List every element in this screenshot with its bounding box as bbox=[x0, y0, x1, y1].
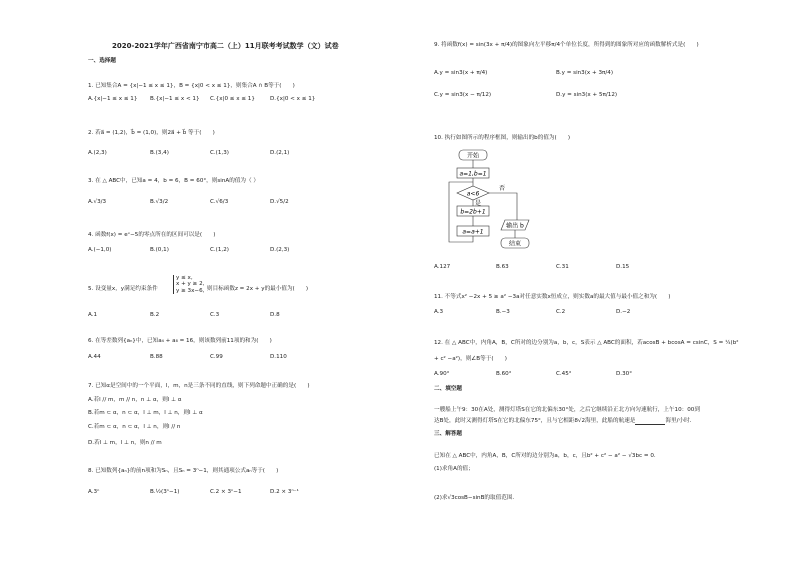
q10-option-a: A.127 bbox=[434, 264, 451, 270]
flow-yes-label: 是 bbox=[475, 200, 482, 207]
q5-option-d: D.8 bbox=[270, 312, 280, 318]
q1-stem: 1. 已知集合A = {x|−1 ≤ x ≤ 1}，B = {x|0 < x ≤ 1}，则集合A ∩ B等于( ) bbox=[88, 83, 295, 89]
q1-option-d: D.{x|0 < x ≤ 1} bbox=[270, 96, 316, 102]
q3-stem: 3. 在 △ ABC中，已知a = 4，b = 6，B = 60°，则sinA的值为（ ） bbox=[88, 178, 259, 184]
q11-stem: 11. 不等式x² −2x + 5 ≥ a² −3a对任意实数x恒成立，则实数a的最大值与最小值之和为( ) bbox=[434, 294, 671, 300]
fill-question-line2 bbox=[434, 418, 695, 425]
q2-option-b: B.(3,4) bbox=[150, 150, 169, 156]
flow-output-label: 输出 b bbox=[506, 222, 524, 230]
flow-init-label: a=1,b=1 bbox=[459, 170, 487, 178]
flow-start-label: 开始 bbox=[466, 152, 480, 160]
q2-option-c: C.(1,3) bbox=[210, 150, 229, 156]
answer-part1: (1)求角A的值； bbox=[434, 466, 474, 472]
q7-option-b: B.若m ⊂ α，n ⊂ α，l ⊥ m，l ⊥ n，则l ⊥ α bbox=[88, 410, 203, 416]
q12-option-d: D.30° bbox=[616, 371, 633, 377]
q12-option-c: C.45° bbox=[556, 371, 572, 377]
q5-stem: 5. 设变量x，y满足约束条件 bbox=[88, 286, 158, 292]
q3-option-c: C.√6/3 bbox=[210, 199, 229, 205]
q6-option-a: A.44 bbox=[88, 354, 101, 360]
answer-part2: (2)求√3cosB−sinB的取值范围． bbox=[434, 495, 518, 501]
q6-stem: 6. 在等差数列{aₙ}中，已知a₄ + a₈ = 16，则该数列前11项的和为( ) bbox=[88, 338, 272, 344]
q11-option-d: D.−2 bbox=[616, 309, 631, 315]
q2-option-d: D.(2,1) bbox=[270, 150, 290, 156]
flow-end-label: 结束 bbox=[508, 240, 522, 248]
q9-option-a: A.y = sin3(x + π/4) bbox=[434, 70, 488, 76]
q8-stem: 8. 已知数列{aₙ}的前n项和为Sₙ，且Sₙ = 3ⁿ−1，则其通项公式aₙ等于( ) bbox=[88, 468, 279, 474]
q12-stem-line2: + c² −a²)，则∠B等于( ) bbox=[434, 356, 507, 362]
q5-constraint-1: y ≤ x, bbox=[176, 275, 193, 281]
section-choice-heading: 一、选择题 bbox=[88, 58, 116, 64]
fill-question-line2-text: 达B处，此时又测得灯塔S在它的北偏东75°，且与它相距8√2海里，此船的航速是 bbox=[434, 418, 636, 424]
q6-option-b: B.88 bbox=[150, 354, 163, 360]
q11-option-c: C.2 bbox=[556, 309, 566, 315]
q12-option-b: B.60° bbox=[496, 371, 512, 377]
q7-option-c: C.若m ⊂ α，n ⊂ α，l ⊥ n，则l // n bbox=[88, 424, 181, 430]
q1-option-c: C.{x|0 ≤ x ≤ 1} bbox=[210, 96, 255, 102]
q5-constraint-system bbox=[173, 275, 204, 294]
q3-option-b: B.√3/2 bbox=[150, 199, 169, 205]
flow-step1-label: b=2b+1 bbox=[460, 208, 486, 216]
section-fill-heading: 二、填空题 bbox=[434, 386, 462, 392]
q5-option-a: A.1 bbox=[88, 312, 98, 318]
q1-option-a: A.{x|−1 ≤ x ≤ 1} bbox=[88, 96, 138, 102]
q12-stem-line1: 12. 在 △ ABC中，内角A，B，C所对的边分别为a，b，c，S表示 △ ABC的面积，若acosB + bcosA = csinC，S = ¼(b² bbox=[434, 340, 739, 346]
flowchart-svg bbox=[435, 148, 535, 256]
q7-option-d: D.若l ⊥ m，l ⊥ n，则n // m bbox=[88, 440, 162, 446]
q4-option-a: A.(−1,0) bbox=[88, 247, 112, 253]
q5-option-c: C.3 bbox=[210, 312, 220, 318]
q4-option-d: D.(2,3) bbox=[270, 247, 290, 253]
q7-option-a: A.若l // m，m // n，n ⊥ α，则l ⊥ α bbox=[88, 397, 182, 403]
q9-option-d: D.y = sin3(x + 5π/12) bbox=[556, 92, 618, 98]
q3-option-d: D.√5/2 bbox=[270, 199, 289, 205]
q4-option-b: B.(0,1) bbox=[150, 247, 169, 253]
answer-question-stem: 已知在 △ ABC中，内角A，B，C所对的边分别为a，b，c，且b² + c² − a² − √3bc = 0. bbox=[434, 453, 656, 459]
q5-stem-tail: 则目标函数z = 2x + y的最小值为( ) bbox=[207, 286, 309, 292]
flow-condition-label: a<6 bbox=[466, 190, 480, 198]
fill-answer-blank[interactable] bbox=[635, 419, 665, 425]
q4-stem: 4. 函数f(x) = eˣ−5的零点所在的区间可以是( ) bbox=[88, 232, 216, 238]
fill-question-line3-text: 海里/小时． bbox=[665, 418, 696, 424]
q8-option-c: C.2 × 3ⁿ−1 bbox=[210, 489, 242, 495]
q4-option-c: C.(1,2) bbox=[210, 247, 229, 253]
fill-question-line1: 一艘船上午9：30在A处，测得灯塔S在它的北偏东30°处，之后它继续沿正北方向匀速航行，上午10：00到 bbox=[434, 407, 700, 413]
paper-title: 2020-2021学年广西省南宁市高二（上）11月联考考试数学（文）试卷 bbox=[112, 42, 339, 50]
q11-option-a: A.3 bbox=[434, 309, 444, 315]
q6-option-d: D.110 bbox=[270, 354, 287, 360]
q11-option-b: B.−3 bbox=[496, 309, 510, 315]
q8-option-a: A.3ⁿ bbox=[88, 489, 100, 495]
q5-option-b: B.2 bbox=[150, 312, 160, 318]
q8-option-b: B.½(3ⁿ−1) bbox=[150, 489, 180, 495]
q6-option-c: C.99 bbox=[210, 354, 223, 360]
q9-stem: 9. 将函数f(x) = sin(3x + π/4)的图象向左平移π/4个单位长度，所得到的图象所对应的函数解析式是( ) bbox=[434, 42, 699, 48]
program-flowchart bbox=[435, 148, 535, 256]
q2-stem: 2. 若a⃗ = (1,2)，b⃗ = (1,0)，则2a⃗ + b⃗ 等于( ) bbox=[88, 130, 215, 136]
q3-option-a: A.√3/3 bbox=[88, 199, 107, 205]
q8-option-d: D.2 × 3ⁿ⁻¹ bbox=[270, 489, 299, 495]
q12-option-a: A.90° bbox=[434, 371, 450, 377]
q5-constraint-2: x + y ≥ 2, bbox=[176, 281, 205, 288]
flow-step2-label: a=a+1 bbox=[462, 228, 484, 236]
q1-option-b: B.{x|−1 ≤ x < 1} bbox=[150, 96, 200, 102]
q9-option-c: C.y = sin3(x − π/12) bbox=[434, 92, 492, 98]
q5-constraint-3: y ≥ 3x−6, bbox=[176, 287, 205, 294]
section-answer-heading: 三、解答题 bbox=[434, 431, 462, 437]
q9-option-b: B.y = sin3(x + 3π/4) bbox=[556, 70, 614, 76]
q7-stem: 7. 已知α是空间中的一个平面，l，m，n是三条不同的直线，则下列命题中正确的是( ) bbox=[88, 383, 310, 389]
q10-option-c: C.31 bbox=[556, 264, 569, 270]
q10-option-b: B.63 bbox=[496, 264, 509, 270]
q10-stem: 10. 执行如图所示的程序框图，则输出的b的值为( ) bbox=[434, 135, 571, 141]
q10-option-d: D.15 bbox=[616, 264, 630, 270]
flow-no-label: 否 bbox=[499, 185, 506, 192]
q2-option-a: A.(2,3) bbox=[88, 150, 107, 156]
